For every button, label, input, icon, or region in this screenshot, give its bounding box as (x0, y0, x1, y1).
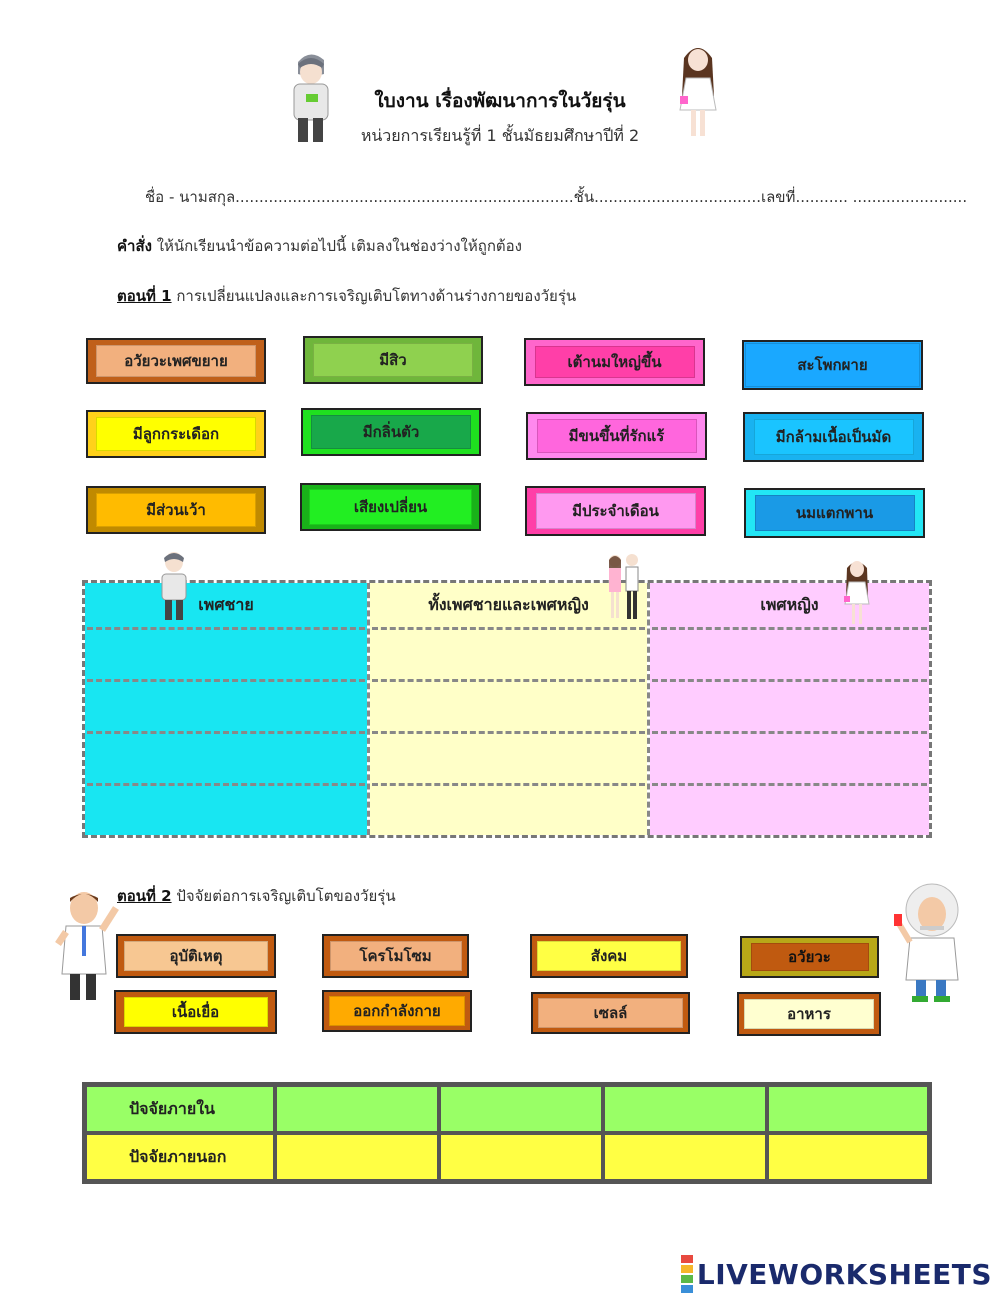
drop-cell[interactable] (439, 1085, 603, 1133)
drop-cell[interactable] (87, 627, 365, 673)
card-label: มีกลิ่นตัว (311, 415, 471, 449)
worksheet-subtitle: หน่วยการเรียนรู้ที่ 1 ชั้นมัธยมศึกษาปีที่ 2 (360, 126, 640, 145)
card-label: นมแตกพาน (755, 495, 915, 531)
drop-cell[interactable] (439, 1133, 603, 1181)
student-info-line: ชื่อ - นามสกุล.......................................................................ชั้น...................................เลขที่........... ........................ (145, 188, 968, 206)
logo-badge-icon (681, 1254, 693, 1294)
column-female (650, 583, 929, 835)
couple-figure-icon (604, 552, 644, 622)
card-label: อาหาร (744, 999, 874, 1029)
card-part1[interactable] (524, 338, 705, 386)
drop-cell[interactable] (652, 783, 927, 829)
card-label: ออกกำลังกาย (329, 996, 465, 1026)
instruction (117, 234, 522, 258)
part2-text: ปัจจัยต่อการเจริญเติบโตของวัยรุ่น (171, 887, 396, 905)
drop-cell[interactable] (275, 1133, 439, 1181)
card-part1[interactable] (303, 336, 483, 384)
drop-cell[interactable] (87, 731, 365, 777)
column-header-female: เพศหญิง (760, 594, 819, 614)
card-label: มีส่วนเว้า (96, 493, 256, 527)
part1-text: การเปลี่ยนแปลงและการเจริญเติบโตทางด้านร่างกายของวัยรุ่น (171, 287, 577, 305)
card-part1[interactable] (86, 410, 266, 458)
card-part2[interactable] (114, 990, 277, 1034)
row-label-internal: ปัจจัยภายใน (85, 1085, 275, 1133)
card-part2[interactable] (116, 934, 276, 978)
card-label: อวัยวะเพศขยาย (96, 345, 256, 377)
card-label: มีสิว (313, 343, 473, 377)
part1-heading (117, 284, 576, 308)
drop-cell[interactable] (652, 731, 927, 777)
card-part2[interactable] (740, 936, 879, 978)
row-label-external: ปัจจัยภายนอก (85, 1133, 275, 1181)
card-label: เต้านมใหญ่ขึ้น (535, 346, 695, 378)
card-label: อุบัติเหตุ (124, 941, 268, 971)
scientist-figure-icon (894, 880, 972, 1004)
card-label: อวัยวะ (751, 943, 869, 971)
card-label: มีลูกกระเดือก (96, 417, 256, 451)
drop-cell[interactable] (87, 679, 365, 725)
card-part2[interactable] (531, 992, 690, 1034)
card-part2[interactable] (322, 934, 469, 978)
column-header-male: เพศชาย (198, 594, 254, 614)
card-label: เสียงเปลี่ยน (309, 489, 472, 525)
worksheet-title: ใบงาน เรื่องพัฒนาการในวัยรุ่น (374, 90, 626, 112)
drop-cell[interactable] (87, 783, 365, 829)
logo-text: LIVEWORKSHEETS (696, 1257, 992, 1291)
card-part1[interactable] (86, 338, 266, 384)
instruction-text: ให้นักเรียนนำข้อความต่อไปนี้ เติมลงในช่องว่างให้ถูกต้อง (151, 237, 523, 255)
card-part1[interactable] (525, 486, 706, 536)
factors-table (82, 1082, 932, 1184)
drop-cell[interactable] (603, 1133, 767, 1181)
girl-figure-icon (842, 556, 872, 626)
instruction-label: คำสั่ง (117, 237, 152, 255)
part2-label: ตอนที่ 2 (117, 887, 172, 905)
card-part1[interactable] (744, 488, 925, 538)
part2-heading (117, 884, 396, 908)
card-part1[interactable] (301, 408, 481, 456)
card-label: สะโพกผาย (745, 343, 920, 387)
drop-cell[interactable] (603, 1085, 767, 1133)
card-part2[interactable] (322, 990, 472, 1032)
card-part1[interactable] (742, 340, 923, 390)
column-header-both: ทั้งเพศชายและเพศหญิง (428, 594, 589, 614)
card-part1[interactable] (743, 412, 924, 462)
card-part2[interactable] (737, 992, 881, 1036)
drop-cell[interactable] (767, 1085, 929, 1133)
drop-cell[interactable] (767, 1133, 929, 1181)
doctor-figure-icon (54, 884, 120, 1008)
drop-cell[interactable] (372, 679, 645, 725)
drop-cell[interactable] (372, 783, 645, 829)
column-male (85, 583, 367, 835)
card-label: มีประจำเดือน (536, 493, 696, 529)
drop-cell[interactable] (372, 731, 645, 777)
card-part1[interactable] (86, 486, 266, 534)
boy-figure-icon (156, 548, 192, 622)
liveworksheets-logo (681, 1254, 992, 1294)
card-label: โครโมโซม (330, 941, 462, 971)
card-part2[interactable] (530, 934, 688, 978)
drop-cell[interactable] (652, 627, 927, 673)
card-label: เนื้อเยื่อ (124, 997, 268, 1027)
card-label: มีกล้ามเนื้อเป็นมัด (754, 419, 914, 455)
drop-cell[interactable] (652, 679, 927, 725)
card-label: สังคม (537, 941, 681, 971)
drop-cell[interactable] (275, 1085, 439, 1133)
card-label: มีขนขึ้นที่รักแร้ (537, 419, 697, 453)
drop-cell[interactable] (372, 627, 645, 673)
card-part1[interactable] (526, 412, 707, 460)
card-label: เซลล์ (538, 998, 683, 1028)
classification-table (82, 580, 932, 838)
part1-label: ตอนที่ 1 (117, 287, 172, 305)
card-part1[interactable] (300, 483, 481, 531)
